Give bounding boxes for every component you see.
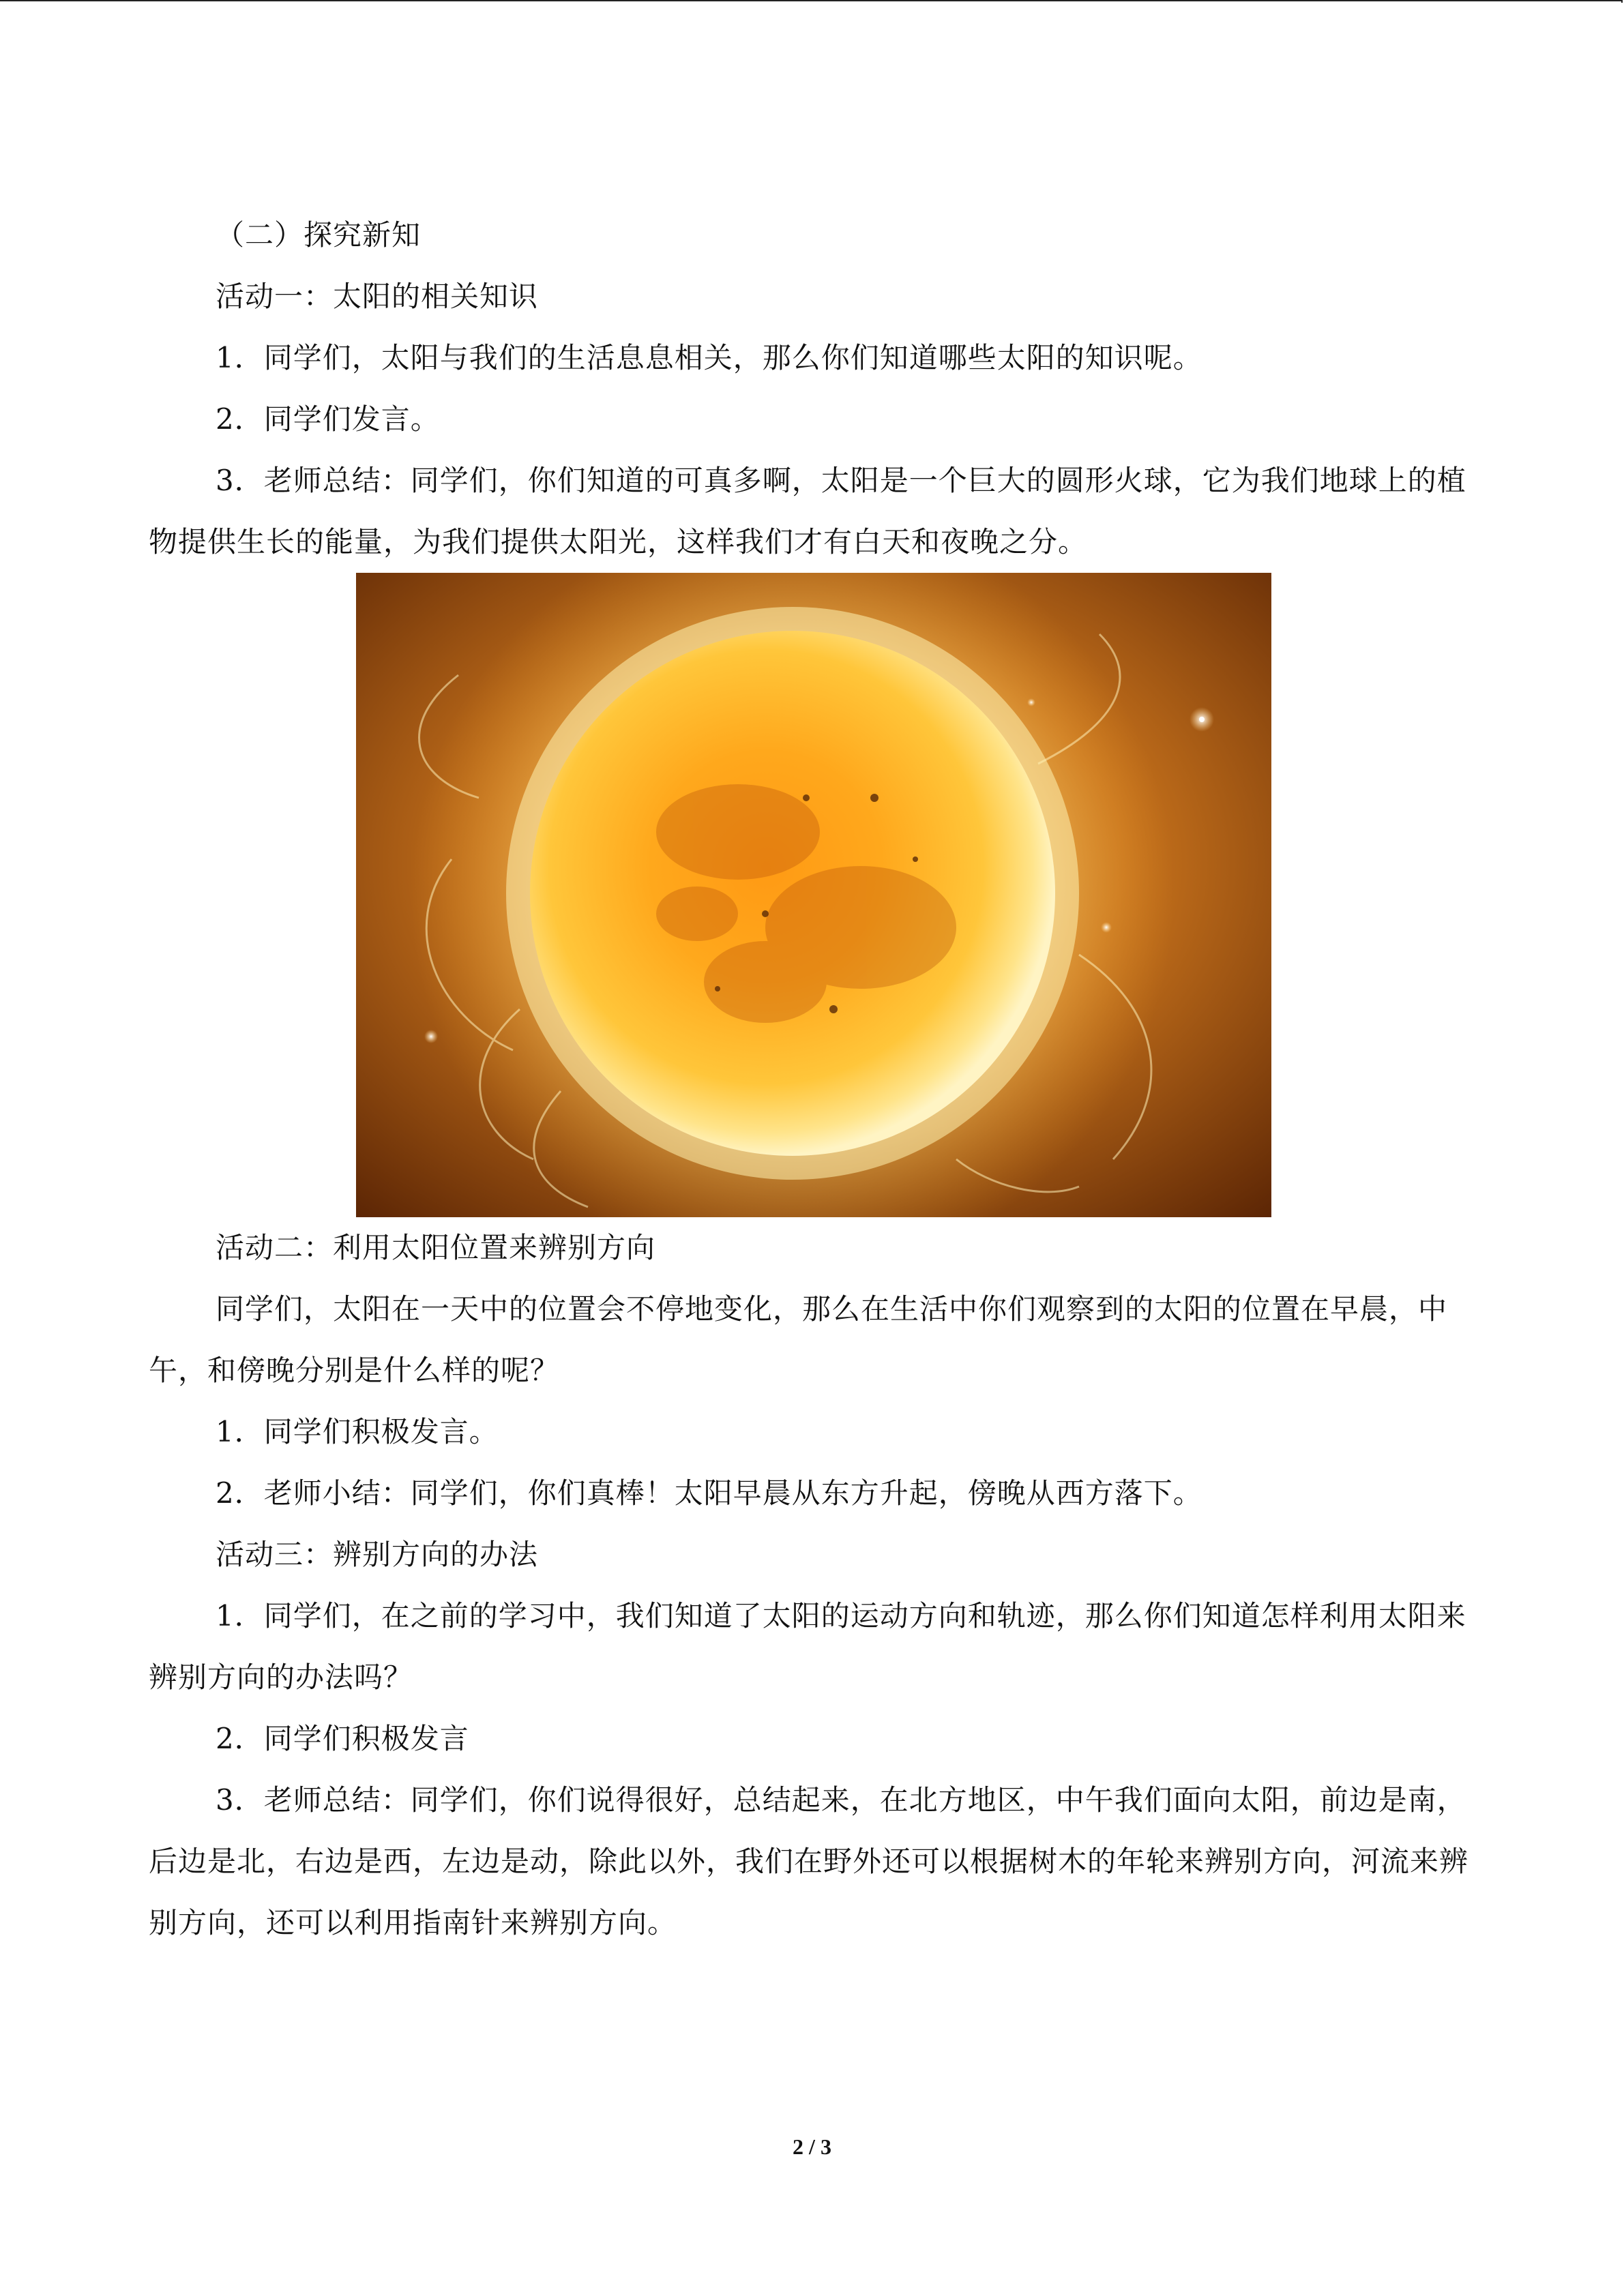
- sun-photo-icon: [356, 573, 1271, 1217]
- page-number: 2 / 3: [793, 2134, 831, 2159]
- activity-two-heading: 活动二：利用太阳位置来辨别方向: [216, 1231, 656, 1264]
- sun-image: [356, 573, 1271, 1217]
- paragraph: 1．同学们积极发言。: [216, 1415, 499, 1448]
- paragraph: 3．老师总结：同学们，你们知道的可真多啊，太阳是一个巨大的圆形火球，它为我们地球上的植物提供生长的能量，为我们提供太阳光，这样我们才有白天和夜晚之分。: [149, 464, 1466, 558]
- paragraph: 1．同学们，太阳与我们的生活息息相关，那么你们知道哪些太阳的知识呢。: [216, 341, 1202, 374]
- paragraph: 2．同学们积极发言: [216, 1722, 469, 1755]
- paragraph: 1．同学们，在之前的学习中，我们知道了太阳的运动方向和轨迹，那么你们知道怎样利用太阳来辨别方向的办法吗？: [149, 1599, 1466, 1694]
- paragraph: 3．老师总结：同学们，你们说得很好，总结起来，在北方地区，中午我们面向太阳，前边是南，后边是北，右边是西，左边是动，除此以外，我们在野外还可以根据树木的年轮来辨别方向，河流来辨别方向，还可以利用指南针来辨别方向。: [149, 1783, 1469, 1939]
- paragraph: 2．老师小结：同学们，你们真棒！太阳早晨从东方升起，傍晚从西方落下。: [216, 1476, 1202, 1510]
- activity-three-heading: 活动三：辨别方向的办法: [216, 1538, 539, 1571]
- document-body: [149, 205, 1477, 1954]
- paragraph: 同学们，太阳在一天中的位置会不停地变化，那么在生活中你们观察到的太阳的位置在早晨，中午，和傍晚分别是什么样的呢？: [149, 1292, 1448, 1387]
- activity-one-heading: 活动一：太阳的相关知识: [216, 280, 539, 313]
- section-heading: （二）探究新知: [216, 218, 422, 252]
- paragraph: 2．同学们发言。: [216, 402, 440, 436]
- page-border: [0, 0, 1623, 3]
